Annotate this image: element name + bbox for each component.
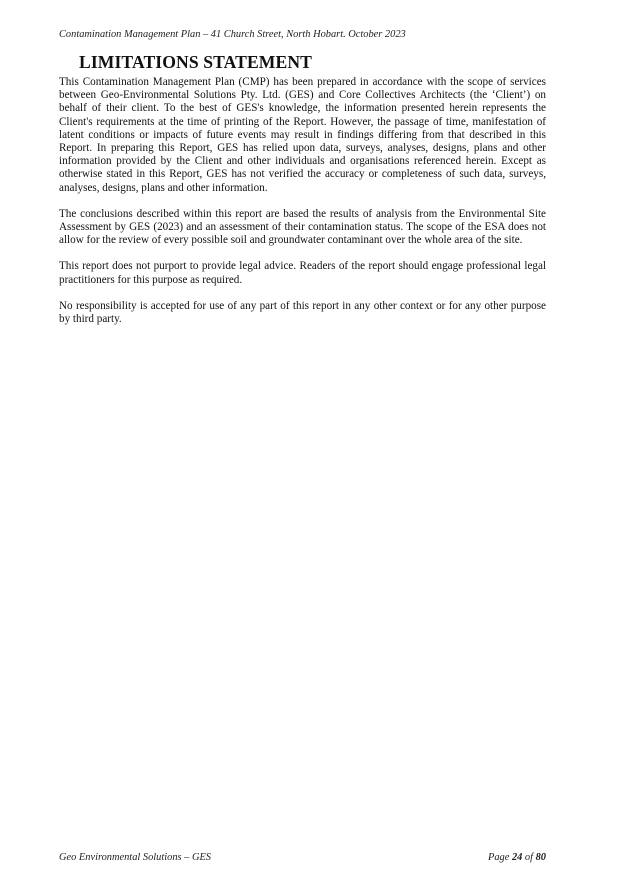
page-number [488, 852, 546, 863]
running-header: Contamination Management Plan – 41 Church Street, North Hobart. October 2023 [59, 29, 406, 40]
page-prefix: Page [487, 852, 512, 863]
paragraph-scope: This Contamination Management Plan (CMP) has been prepared in accordance with the scope of services between Geo-Environmental Solutions Pty. Ltd. (GES) and Core Collectives Architects (the ‘Client’) on behalf of their client. To the best of GES's knowledge, the information presented herein represents the Client's requirements at the time of printing of the Report. However, the passage of time, manifestation of latent conditions or impacts of future events may result in findings differing from that described in this Report. In preparing this Report, GES has relied upon data, surveys, analyses, designs, plans and other information provided by the Client and other individuals and organisations referenced herein. Except as otherwise stated in this Report, GES has not verified the accuracy or completeness of such data, surveys, analyses, designs, plans and other information. [59, 76, 546, 194]
page-footer [59, 852, 546, 863]
section-body [59, 76, 546, 339]
page-total: 80 [535, 852, 546, 863]
paragraph-conclusions: The conclusions described within this report are based the results of analysis from the Environmental Site Assessment by GES (2023) and an assessment of their contamination status. The scope of the ESA does not allow for the review of every possible soil and groundwater contaminant over the whole area of the site. [59, 207, 546, 247]
footer-company: Geo Environmental Solutions – GES [59, 852, 211, 863]
section-title: LIMITATIONS STATEMENT [79, 52, 312, 72]
page-of: of [522, 852, 536, 863]
paragraph-responsibility: No responsibility is accepted for use of any part of this report in any other context or for any other purpose by third party. [59, 299, 546, 326]
paragraph-legal-advice: This report does not purport to provide legal advice. Readers of the report should engage professional legal practitioners for this purpose as required. [59, 260, 546, 286]
page-current: 24 [511, 852, 523, 863]
